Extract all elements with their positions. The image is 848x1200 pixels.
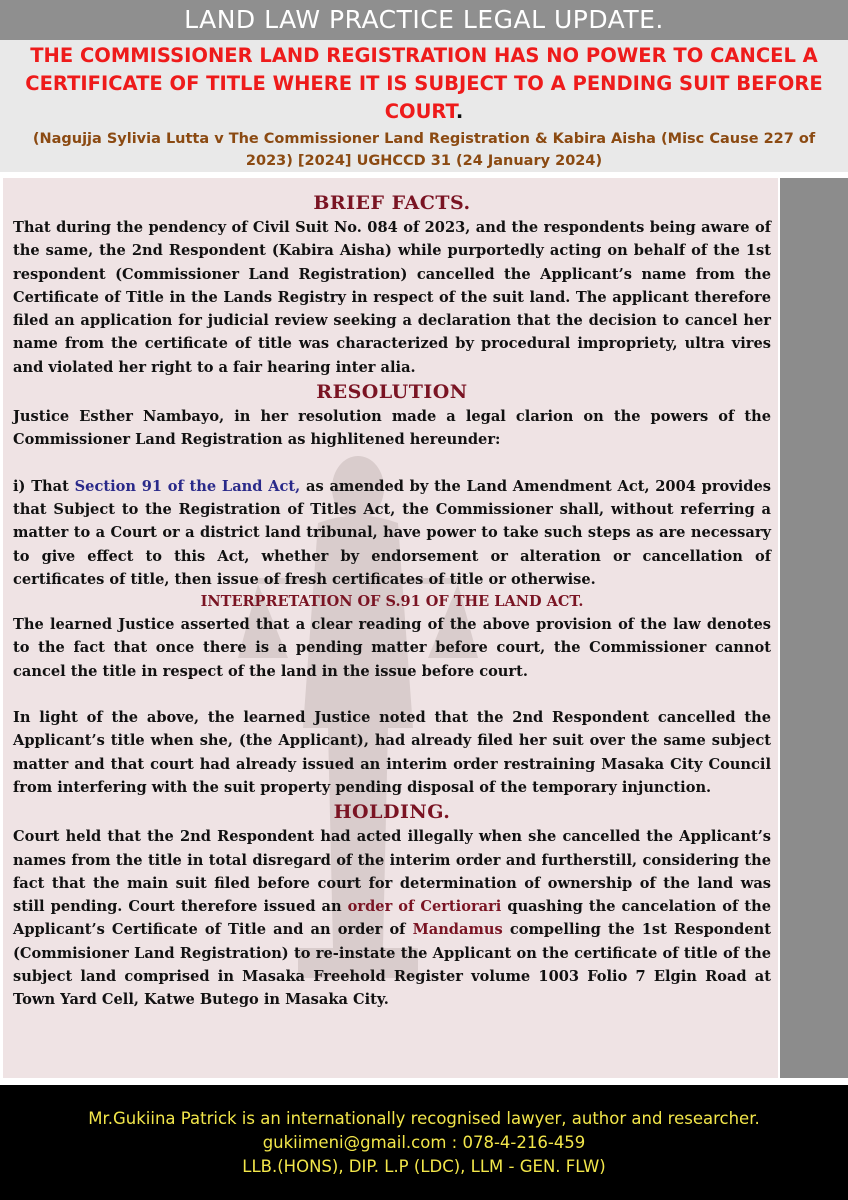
author-credentials: LLB.(HONS), DIP. L.P (LDC), LLM - GEN. FLW) — [242, 1157, 606, 1176]
banner-title: LAND LAW PRACTICE LEGAL UPDATE. — [184, 5, 664, 34]
page-banner — [0, 0, 848, 40]
author-bio: Mr.Gukiina Patrick is an internationally recognised lawyer, author and researcher. — [88, 1109, 760, 1128]
interpretation-heading: INTERPRETATION OF S.91 OF THE LAND ACT. — [200, 593, 584, 611]
resolution-point — [13, 475, 771, 591]
brief-facts-text: That during the pendency of Civil Suit No. 084 of 2023, and the respondents being aware of the same, the 2nd Respondent (Kabira Aisha) while purportedly acting on behalf of the 1st respondent (Commissioner Land Registration) cancelled the Applicant’s name from the Certificate of Title in the Lands Registry in respect of the suit land. The applicant therefore filed an application for judicial review seeking a declaration that the decision to cancel her name from the certificate of title was characterized by procedural impropriety, ultra vires and violated her right to a fair hearing inter alia. — [13, 219, 771, 376]
case-citation: (Nagujja Sylivia Lutta v The Commissioner Land Registration & Kabira Aisha (Misc Cause 227 of 2023) [2024] UGHCCD 31 (24 January 2024) — [32, 131, 816, 169]
resolution-intro: Justice Esther Nambayo, in her resolution made a legal clarion on the powers of the Commissioner Land Registration as highlitened hereunder: — [13, 408, 771, 449]
content-panel — [3, 178, 778, 1078]
body-area — [0, 173, 848, 1085]
point-prefix: i) That — [13, 477, 75, 495]
spacer — [13, 683, 771, 706]
spacer — [13, 452, 771, 475]
holding-part-1: Court held that the 2nd Respondent had acted illegally when she cancelled the Applicant’s names from the title in total disregard of the interim order and furtherstill, considering the fact that the main suit filed before court for determination of ownership of the land was still pending. Court therefore issued an — [13, 828, 771, 916]
author-contact[interactable]: gukiimeni@gmail.com : 078-4-216-459 — [262, 1133, 586, 1152]
certiorari-link[interactable]: order of Certiorari — [347, 898, 502, 916]
section-91-link[interactable]: Section 91 of the Land Act, — [74, 477, 301, 495]
resolution-heading: RESOLUTION — [316, 381, 468, 404]
mandamus-link[interactable]: Mandamus — [412, 921, 503, 939]
headline-title — [0, 40, 848, 126]
holding-text — [13, 825, 771, 1011]
side-bar — [780, 178, 848, 1078]
brief-facts-heading: BRIEF FACTS. — [313, 192, 471, 214]
headline-dot: . — [455, 100, 464, 123]
article-content — [13, 190, 771, 1012]
interpretation-para-1: The learned Justice asserted that a clear reading of the above provision of the law denotes to the fact that once there is a pending matter before court, the Commissioner cannot cancel the title in respect of the land in the issue before court. — [13, 616, 771, 680]
holding-heading: HOLDING. — [333, 801, 451, 824]
headline-block — [0, 40, 848, 172]
holding-part-3: compelling the 1st Respondent (Commisioner Land Registration) to re-instate the Applicant on the certificate of title of the subject land comprised in Masaka Freehold Register volume 1003 Folio 7 Elgin Road at Town Yard Cell, Katwe Butego in Masaka City. — [13, 921, 771, 1009]
interpretation-para-2: In light of the above, the learned Justice noted that the 2nd Respondent cancelled the Applicant’s title when she, (the Applicant), had already filed her suit over the same subject matter and that court had already issued an interim order restraining Masaka City Council from interfering with the suit property pending disposal of the temporary injunction. — [13, 709, 771, 796]
author-footer — [0, 1085, 848, 1200]
holding-part-2: quashing the cancelation of the Applicant’s Certificate of Title and an order of — [13, 898, 771, 939]
point-rest: as amended by the Land Amendment Act, 2004 provides that Subject to the Registration of Titles Act, the Commissioner shall, without referring a matter to a Court or a district land tribunal, have power to take such steps as are necessary to give effect to this Act, whether by endorsement or alteration or cancellation of certificates of title, then issue of fresh certificates of title or otherwise. — [13, 477, 772, 588]
headline-main: THE COMMISSIONER LAND REGISTRATION HAS NO POWER TO CANCEL A CERTIFICATE OF TITLE WHERE IT IS SUBJECT TO A PENDING SUIT BEFORE COURT — [25, 44, 823, 123]
